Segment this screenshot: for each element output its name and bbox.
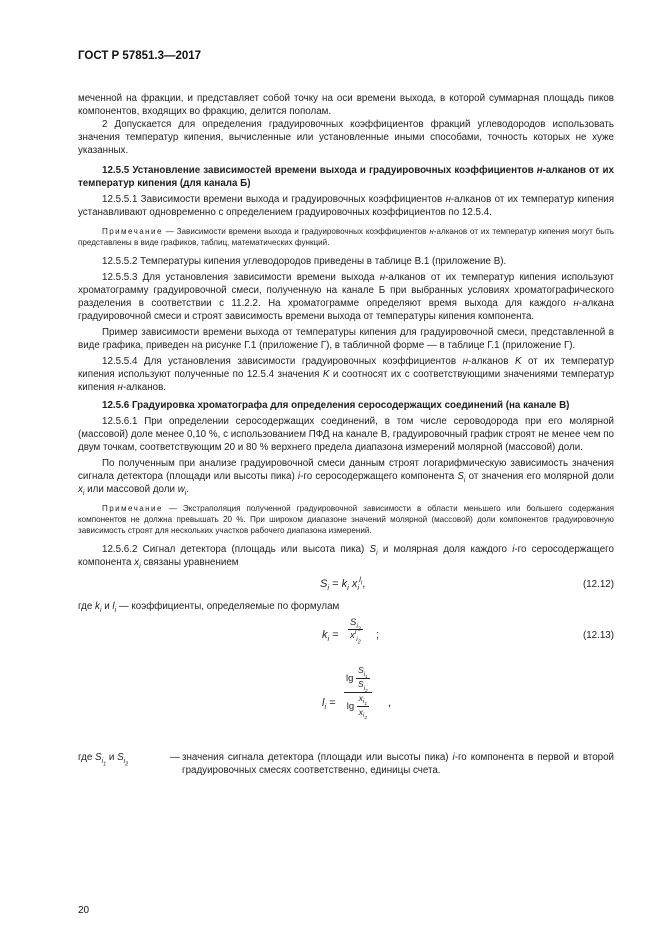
paragraph-12-5-5-4: 12.5.5.4 Для установления зависимости градуировочных коэффициентов н-алканов K от их температур кипения используют полученные по 12.5.4 значения K и соотносят их с соответствующими значениями температур кипения н-алканов.: [78, 356, 614, 393]
equation-12-13-lhs: $k_i$ =: [322, 629, 339, 644]
equation-l-tail: ,: [388, 697, 392, 709]
paragraph-continuation: меченной на фракции, и представляет собой точку на оси времени выхода, в которой суммарная площадь пиков компонентов, входящих во фракцию, делится пополам.: [78, 93, 614, 117]
note-1: Примечание — Зависимости времени выхода и градуировочных коэффициентов н-алканов от их температур кипения могут быть представлены в виде графиков, таблиц, математических функций.: [78, 227, 614, 247]
equation-12-13: [78, 613, 614, 659]
equation-l-lhs: $l_i$ =: [322, 697, 336, 712]
equation-l-fraction: lg $\frac{S_{i_1}}{S_{i_2}}$ lg $\frac{x_{i_1}}{x_{i_2}}$: [344, 665, 372, 720]
document-header: ГОСТ Р 57851.3—2017: [78, 50, 202, 62]
equation-l-numerator-fraction: $\frac{S_{i_1}}{S_{i_2}}$: [358, 665, 368, 694]
paragraph-12-5-5-3: 12.5.5.3 Для установления зависимости времени выхода н-алканов от их температур кипения используют хроматограмму градуировочной смеси, полученную на канале Б при выбранных условиях хроматографического разделения в соответствии с 11.2.2. На хроматограмме определяют время выхода для каждого н-алкана градуировочной смеси и строят зависимость времени выхода от температуры кипения компонента.: [78, 272, 614, 322]
where-dash: —: [170, 752, 180, 763]
equation-12-12: [78, 572, 614, 600]
equation-12-13-fraction: $S_{i_2}$ $x^l_{i_2}$: [350, 617, 361, 646]
paragraph-analysis: По полученным при анализе градуировочной смеси данным строят логарифмическую зависимость значения сигнала детектора (площади или высоты пика) i-го серосодержащего компонента $S_i$ от значения его молярной доли $x_i$ или массовой доли $w_i$.: [78, 458, 614, 497]
paragraph-12-5-5-2: 12.5.5.2 Температуры кипения углеводородов приведены в таблице В.1 (приложение В).: [102, 256, 507, 267]
paragraph-12-5-5-1: 12.5.5.1 Зависимости времени выхода и градуировочных коэффициентов н-алканов от их температур кипения устанавливают одновременно с определением градуировочных коэффициентов по 12.5.4.: [78, 194, 615, 218]
note-item-2: 2 Допускается для определения градуировочных коэффициентов фракций углеводородов использовать значения температур кипения, вычисленные или установленные иными способами, точность которых не хуже указанных.: [78, 119, 614, 156]
page-content: [78, 92, 614, 777]
paragraph-example: Пример зависимости времени выхода от температуры кипения для градуировочной смеси, представленной в виде графика, приведен на рисунке Г.1 (приложение Г), в табличной форме — в таблице Г.1 (приложение Г).: [78, 327, 614, 351]
where-symbols: где $S_{i_1}$ и $S_{i_2}$: [78, 752, 129, 768]
section-heading-12-5-5: 12.5.5 Установление зависимостей времени выхода и градуировочных коэффициентов н-алканов от их температур кипения (для канала Б): [78, 165, 614, 189]
note-2: Примечание — Экстраполяция полученной градуировочной зависимости в области меньшего или большего содержания компонентов не должна превышать 20 %. При широком диапазоне значений молярной (массовой) доли компонентов градуировочную зависимость строят для нескольких участков рабочего диапазона измерений.: [78, 504, 614, 535]
section-heading-12-5-6: 12.5.6 Градуировка хроматографа для определения серосодержащих соединений (на канале В): [102, 400, 570, 411]
equation-12-12-formula: $S_i = k_i$ $x_i^{l_i}$,: [320, 575, 366, 593]
page-number: 20: [78, 905, 90, 916]
equation-l-denominator-fraction: $\frac{x_{i_1}}{x_{i_2}}$: [358, 692, 367, 722]
where-description: значения сигнала детектора (площади или высоты пика) i-го компонента в первой и второй градуировочных смесях соответственно, единицы счета.: [182, 752, 615, 776]
where-definition: [78, 751, 614, 777]
equation-number: (12.12): [582, 579, 614, 590]
equation-l: [78, 663, 614, 743]
paragraph-12-5-6-2: 12.5.6.2 Сигнал детектора (площадь или высота пика) $S_i$ и молярная доля каждого i-го серосодержащего компонента $x_i$ связаны уравнением: [78, 544, 614, 570]
paragraph-12-5-6-1: 12.5.6.1 При определении серосодержащих соединений, в том числе сероводорода при его молярной (массовой) доле менее 0,10 %, с использованием ПФД на канале В, градуировочный график строят не менее чем по двум точкам, соответствующим 20 и 80 % верхнего предела диапазона измерений молярной (массовой) доли.: [78, 416, 614, 453]
equation-12-13-tail: ;: [376, 629, 380, 641]
paragraph-where-coefficients: где $k_i$ и $l_i$ — коэффициенты, определяемые по формулам: [78, 601, 340, 614]
equation-number: (12.13): [582, 630, 614, 641]
